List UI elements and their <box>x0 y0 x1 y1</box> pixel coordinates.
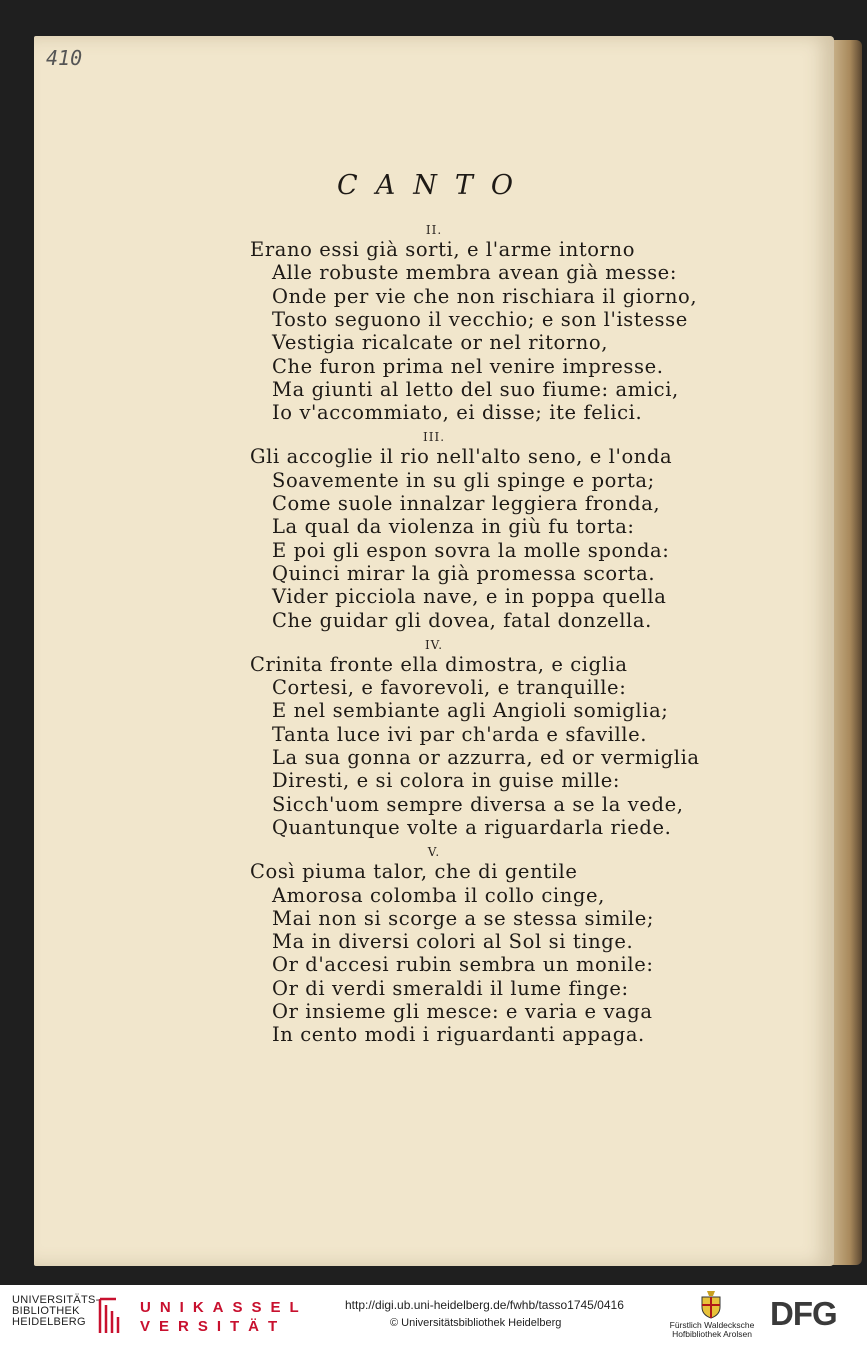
verse-line: E poi gli espon sovra la molle sponda: <box>272 538 670 562</box>
dfg-logo: DFG <box>770 1295 837 1332</box>
heidelberg-logo-icon <box>96 1297 122 1335</box>
copyright-notice: © Universitätsbibliothek Heidelberg <box>390 1317 562 1329</box>
verse-line: Tanta luce ivi par ch'arda e sfaville. <box>272 722 648 746</box>
kassel-logo <box>140 1298 308 1336</box>
verse-line: Quinci mirar la già promessa scorta. <box>272 561 656 585</box>
verse-line: Onde per vie che non rischiara il giorno, <box>272 284 698 308</box>
verse-line: Così piuma talor, che di gentile <box>250 860 578 884</box>
verse-line: Tosto seguono il vecchio; e son l'istesse <box>272 307 688 331</box>
verse-line: Quantunque volte a riguardarla riede. <box>272 815 672 839</box>
verse-line: Vestigia ricalcate or nel ritorno, <box>272 331 609 355</box>
stanza-number: V. <box>427 845 441 860</box>
verse-line: Alle robuste membra avean già messe: <box>272 261 677 285</box>
verse-line: Or di verdi smeraldi il lume finge: <box>272 976 629 1000</box>
folio-number: 410 <box>46 46 83 70</box>
ub-line-3: HEIDELBERG <box>12 1316 86 1328</box>
verse-line: In cento modi i riguardanti appaga. <box>272 1023 645 1047</box>
verse-line: Crinita fronte ella dimostra, e ciglia <box>250 652 628 676</box>
verse-line: La qual da violenza in giù fu torta: <box>272 515 635 539</box>
verse-line: Soavemente in su gli spinge e porta; <box>272 468 655 492</box>
verse-line: Erano essi già sorti, e l'arme intorno <box>250 238 636 261</box>
kassel-line-2: VERSITÄT <box>140 1318 287 1335</box>
verse-line: Amorosa colomba il collo cinge, <box>272 883 605 907</box>
heidelberg-library-name <box>12 1295 100 1328</box>
stanza-number: IV. <box>424 637 444 652</box>
verse-line: Or insieme gli mesce: e varia e vaga <box>272 1000 653 1023</box>
permalink-url[interactable]: http://digi.ub.uni-heidelberg.de/fwhb/tasso1745/0416 <box>345 1298 624 1312</box>
verse-line: Ma giunti al letto del suo fiume: amici, <box>272 377 679 401</box>
verse-line: Io v'accommiato, ei disse; ite felici. <box>272 401 643 425</box>
arolsen-library-name <box>666 1321 758 1339</box>
verse-line: Gli accoglie il rio nell'alto seno, e l'onda <box>250 445 673 469</box>
ub-line-1: UNIVERSITÄTS- <box>12 1294 100 1306</box>
page-edge <box>832 40 862 1265</box>
verse-line: Come suole innalzar leggiera fronda, <box>272 492 661 515</box>
arolsen-line-1: Fürstlich Waldecksche <box>669 1320 755 1330</box>
kassel-line-1: UNIKASSEL <box>140 1299 308 1316</box>
page-title: CANTO <box>337 170 531 201</box>
verse-line: Che guidar gli dovea, fatal donzella. <box>272 608 652 632</box>
footer-bar <box>0 1285 867 1347</box>
verse-line: Che furon prima nel venire impresse. <box>272 354 664 378</box>
verse-line: La sua gonna or azzurra, ed or vermiglia <box>272 746 700 769</box>
stanza-number: III. <box>422 430 446 445</box>
verse-line: Ma in diversi colori al Sol si tinge. <box>272 930 634 954</box>
stanza-number: II. <box>425 223 443 237</box>
verse-line: E nel sembiante agli Angioli somiglia; <box>272 699 669 723</box>
verse-line: Sicch'uom sempre diversa a se la vede, <box>272 792 684 816</box>
verse-line: Or d'accesi rubin sembra un monile: <box>272 953 654 977</box>
verse-line: Mai non si scorge a se stessa simile; <box>272 906 655 930</box>
verse-line: Cortesi, e favorevoli, e tranquille: <box>272 676 627 700</box>
book-page <box>34 36 834 1266</box>
arolsen-crest-icon <box>700 1291 722 1319</box>
verse-line: Vider picciola nave, e in poppa quella <box>272 585 667 609</box>
verse-line: Diresti, e si colora in guise mille: <box>272 769 621 793</box>
ub-line-2: BIBLIOTHEK <box>12 1305 80 1317</box>
arolsen-line-2: Hofbibliothek Arolsen <box>672 1329 752 1339</box>
